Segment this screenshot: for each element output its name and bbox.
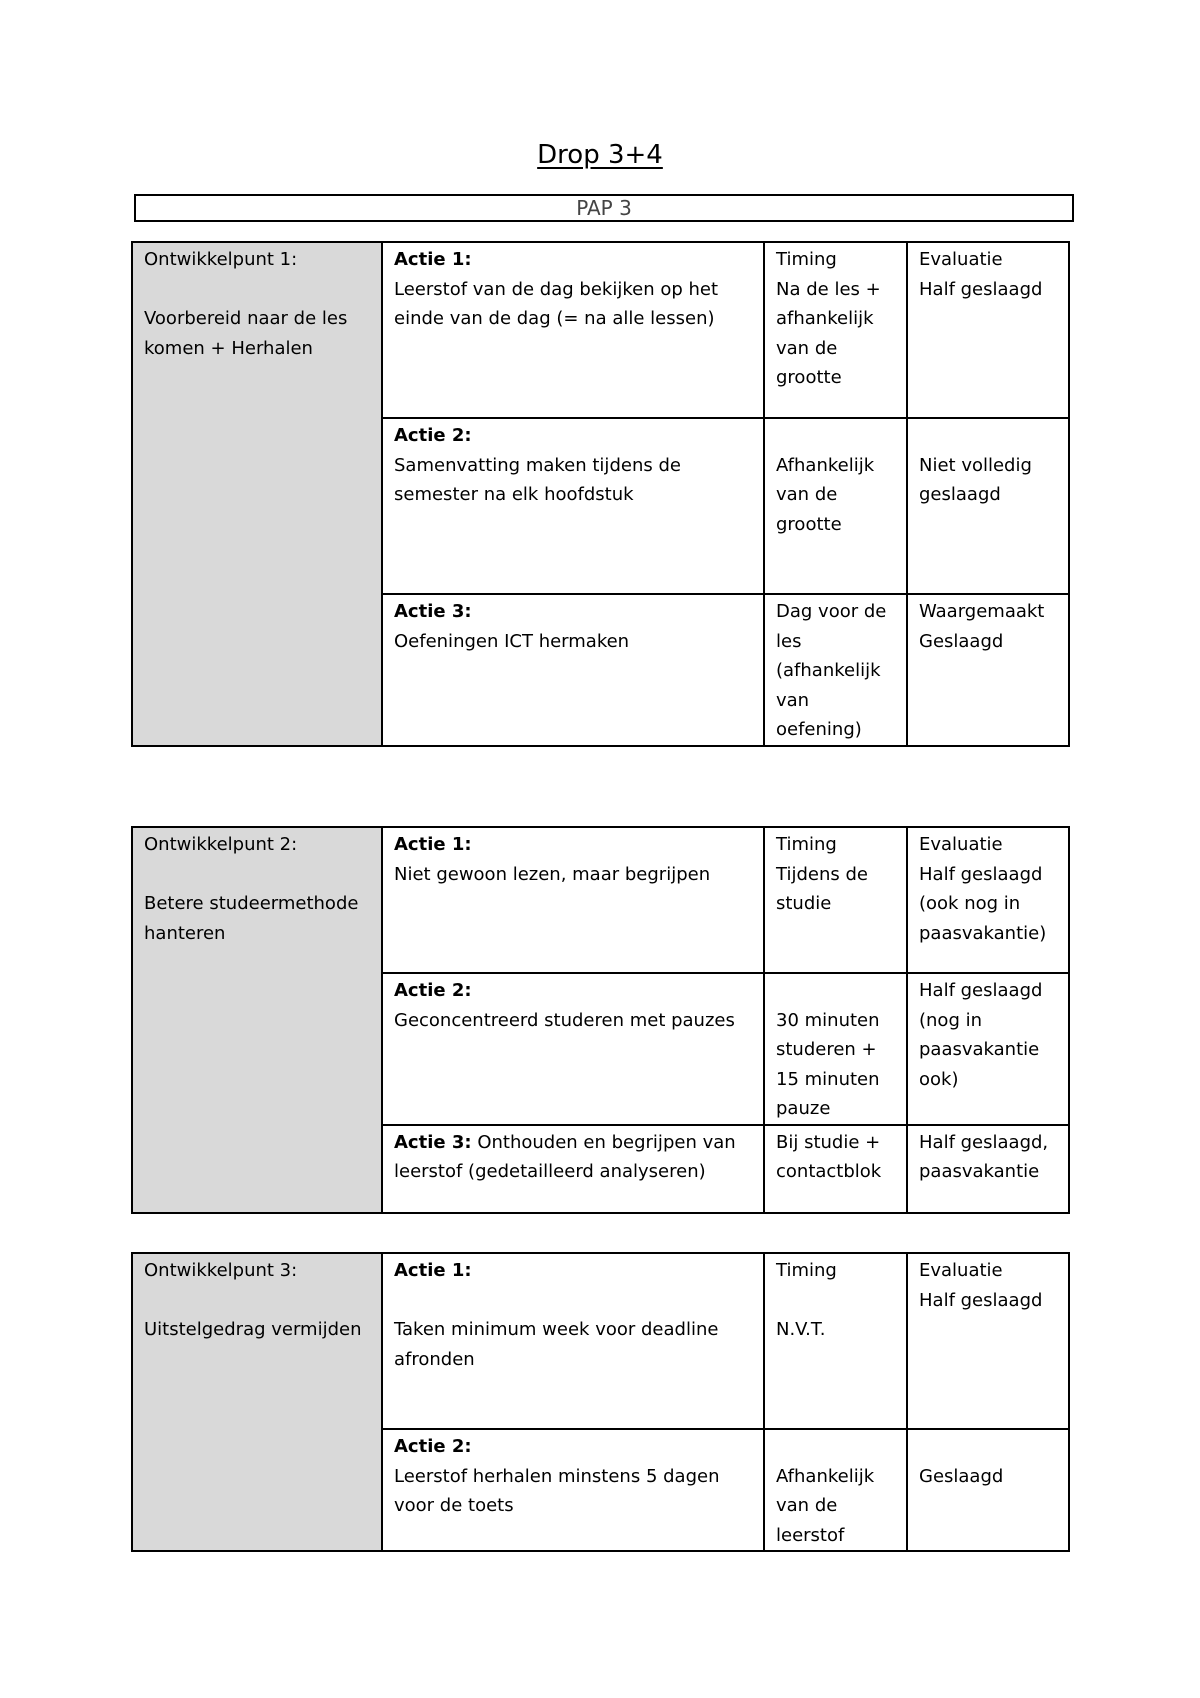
- action-cell: [382, 827, 764, 973]
- action-cell: [382, 1429, 764, 1551]
- timing-cell: [764, 827, 907, 973]
- development-point-name: Betere studeermethode hanteren: [144, 893, 359, 944]
- timing-cell: [764, 418, 907, 594]
- evaluation-value: Half geslaagd: [919, 278, 1043, 300]
- timing-cell: [764, 973, 907, 1125]
- evaluation-value: Geslaagd: [919, 630, 1004, 652]
- page-title: Drop 3+4: [537, 140, 663, 170]
- action-text: Geconcentreerd studeren met pauzes: [394, 1009, 735, 1031]
- action-text: Leerstof van de dag bekijken op het einde van de dag (= na alle lessen): [394, 278, 719, 329]
- timing-cell: [764, 1253, 907, 1429]
- evaluation-value: Half geslaagd (nog in paasvakantie ook): [919, 980, 1043, 1090]
- action-label: Actie 2:: [394, 425, 472, 446]
- timing-header: Timing: [776, 1260, 837, 1281]
- action-cell: [382, 242, 764, 418]
- action-cell: [382, 1253, 764, 1429]
- timing-header: Timing: [776, 249, 837, 270]
- action-text: Taken minimum week voor deadline afronden: [394, 1319, 719, 1370]
- action-text: Onthouden en begrijpen van leerstof (gedetailleerd analyseren): [394, 1131, 736, 1182]
- timing-value: Dag voor de les (afhankelijk van oefening): [776, 601, 887, 740]
- action-label: Actie 2:: [394, 1436, 472, 1457]
- timing-value: Bij studie + contactblok: [776, 1131, 882, 1182]
- evaluation-header: Evaluatie: [919, 834, 1003, 855]
- timing-cell: [764, 242, 907, 418]
- evaluation-value: Half geslaagd, paasvakantie: [919, 1131, 1049, 1182]
- evaluation-value: Niet volledig geslaagd: [919, 454, 1032, 505]
- timing-value: Tijdens de studie: [776, 863, 868, 914]
- timing-cell: [764, 1429, 907, 1551]
- timing-cell: [764, 594, 907, 746]
- timing-value: 30 minuten studeren + 15 minuten pauze: [776, 1009, 880, 1119]
- action-cell: [382, 1125, 764, 1213]
- timing-value: Na de les + afhankelijk van de grootte: [776, 278, 881, 388]
- action-cell: [382, 594, 764, 746]
- action-cell: [382, 973, 764, 1125]
- timing-cell: [764, 1125, 907, 1213]
- action-label: Actie 2:: [394, 980, 472, 1001]
- development-point-name: Uitstelgedrag vermijden: [144, 1319, 362, 1340]
- evaluation-cell: [907, 418, 1069, 594]
- development-point-cell: [132, 242, 382, 746]
- evaluation-value: Geslaagd: [919, 1465, 1004, 1487]
- development-point-name: Voorbereid naar de les komen + Herhalen: [144, 308, 348, 359]
- action-label: Actie 3:: [394, 601, 472, 622]
- evaluation-cell: [907, 1253, 1069, 1429]
- development-point-cell: [132, 1253, 382, 1551]
- action-text: Leerstof herhalen minstens 5 dagen voor de toets: [394, 1465, 720, 1516]
- evaluation-cell: [907, 1429, 1069, 1551]
- table-row: [132, 242, 1069, 418]
- timing-value: Afhankelijk van de grootte: [776, 454, 875, 535]
- action-label: Actie 3:: [394, 1131, 472, 1153]
- section-header-box: PAP 3: [134, 194, 1074, 222]
- development-table-2: [131, 826, 1070, 1214]
- development-table-1: [131, 241, 1070, 747]
- evaluation-cell: [907, 594, 1069, 746]
- table-row: [132, 1253, 1069, 1429]
- action-text: Oefeningen ICT hermaken: [394, 630, 630, 652]
- action-label: Actie 1:: [394, 834, 472, 855]
- development-table-3: [131, 1252, 1070, 1552]
- evaluation-header: Evaluatie: [919, 249, 1003, 270]
- action-cell: [382, 418, 764, 594]
- evaluation-header: Evaluatie: [919, 1260, 1003, 1281]
- development-point-cell: [132, 827, 382, 1213]
- action-label: Actie 1:: [394, 249, 472, 270]
- development-point-label: Ontwikkelpunt 3:: [144, 1260, 298, 1281]
- evaluation-value: Half geslaagd: [919, 1289, 1043, 1311]
- evaluation-cell: [907, 1125, 1069, 1213]
- action-label: Actie 1:: [394, 1260, 472, 1281]
- action-text: Samenvatting maken tijdens de semester na elk hoofdstuk: [394, 454, 681, 505]
- evaluation-cell: [907, 973, 1069, 1125]
- evaluation-cell: [907, 242, 1069, 418]
- development-point-label: Ontwikkelpunt 1:: [144, 249, 298, 270]
- evaluation-value: Waargemaakt: [919, 601, 1045, 622]
- timing-value: N.V.T.: [776, 1319, 826, 1340]
- evaluation-cell: [907, 827, 1069, 973]
- development-point-label: Ontwikkelpunt 2:: [144, 834, 298, 855]
- timing-header: Timing: [776, 834, 837, 855]
- table-row: [132, 827, 1069, 973]
- evaluation-value: Half geslaagd (ook nog in paasvakantie): [919, 863, 1047, 944]
- action-text: Niet gewoon lezen, maar begrijpen: [394, 863, 711, 885]
- timing-value: Afhankelijk van de leerstof: [776, 1465, 875, 1546]
